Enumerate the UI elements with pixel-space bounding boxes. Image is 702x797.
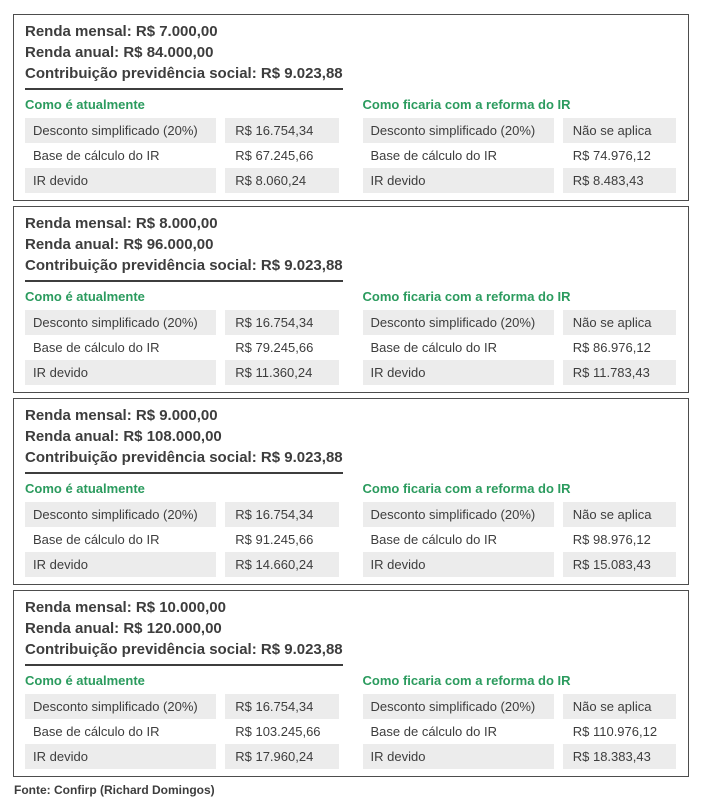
reform-rules-header: Como ficaria com a reforma do IR [362, 481, 571, 496]
reform-rules-column [363, 481, 677, 577]
row-value: R$ 79.245,66 [225, 335, 338, 360]
column-gutter [554, 552, 563, 577]
reform-rules-column [363, 673, 677, 769]
row-value: R$ 18.383,43 [563, 744, 676, 769]
table-row [25, 143, 339, 168]
row-value: R$ 8.060,24 [225, 168, 338, 193]
monthly-income-line: Renda mensal: R$ 7.000,00 [25, 23, 218, 40]
row-value: R$ 14.660,24 [225, 552, 338, 577]
row-label: Base de cálculo do IR [363, 527, 554, 552]
column-gutter [216, 143, 225, 168]
row-value: R$ 86.976,12 [563, 335, 676, 360]
row-value: R$ 103.245,66 [225, 719, 338, 744]
reform-rules-table [363, 118, 677, 193]
column-gutter [216, 502, 225, 527]
table-row [25, 335, 339, 360]
current-rules-header: Como é atualmente [25, 289, 145, 304]
social-security-line: Contribuição previdência social: R$ 9.023,88 [25, 63, 343, 90]
row-label: Desconto simplificado (20%) [25, 694, 216, 719]
social-security-line: Contribuição previdência social: R$ 9.023,88 [25, 447, 343, 474]
row-label: Desconto simplificado (20%) [25, 310, 216, 335]
column-gutter [554, 744, 563, 769]
table-row [363, 719, 677, 744]
row-label: IR devido [25, 552, 216, 577]
row-label: IR devido [363, 360, 554, 385]
social-security-line: Contribuição previdência social: R$ 9.023,88 [25, 255, 343, 282]
table-row [363, 118, 677, 143]
annual-income-line: Renda anual: R$ 108.000,00 [25, 428, 222, 445]
row-label: Base de cálculo do IR [25, 527, 216, 552]
column-gutter [554, 168, 563, 193]
current-rules-header: Como é atualmente [25, 97, 145, 112]
row-label: IR devido [25, 168, 216, 193]
column-gutter [216, 335, 225, 360]
row-label: IR devido [363, 552, 554, 577]
current-rules-table [25, 118, 339, 193]
column-gutter [554, 335, 563, 360]
row-value: R$ 16.754,34 [225, 694, 338, 719]
current-rules-column [25, 289, 339, 385]
current-rules-header: Como é atualmente [25, 673, 145, 688]
column-gutter [554, 143, 563, 168]
row-value: R$ 16.754,34 [225, 502, 338, 527]
tax-scenario-card-9000 [13, 398, 689, 585]
row-value: R$ 16.754,34 [225, 118, 338, 143]
column-gutter [216, 118, 225, 143]
table-row [363, 744, 677, 769]
tax-scenario-card-7000 [13, 14, 689, 201]
current-rules-header: Como é atualmente [25, 481, 145, 496]
social-security-line: Contribuição previdência social: R$ 9.023,88 [25, 639, 343, 666]
column-gutter [554, 694, 563, 719]
row-value: Não se aplica [563, 118, 676, 143]
table-row [25, 168, 339, 193]
row-label: Desconto simplificado (20%) [363, 694, 554, 719]
monthly-income-line: Renda mensal: R$ 8.000,00 [25, 215, 218, 232]
comparison-columns [25, 97, 676, 193]
table-row [363, 310, 677, 335]
column-gutter [554, 310, 563, 335]
annual-income-line: Renda anual: R$ 96.000,00 [25, 236, 214, 253]
column-gutter [554, 360, 563, 385]
row-value: R$ 110.976,12 [563, 719, 676, 744]
row-label: Desconto simplificado (20%) [363, 502, 554, 527]
tax-scenario-card-10000 [13, 590, 689, 777]
row-label: Base de cálculo do IR [363, 143, 554, 168]
table-row [363, 527, 677, 552]
column-gutter [216, 360, 225, 385]
row-label: IR devido [25, 360, 216, 385]
reform-rules-header: Como ficaria com a reforma do IR [362, 97, 571, 112]
table-row [25, 502, 339, 527]
table-row [25, 360, 339, 385]
row-label: Desconto simplificado (20%) [363, 310, 554, 335]
table-row [363, 552, 677, 577]
row-value: R$ 8.483,43 [563, 168, 676, 193]
column-gutter [554, 502, 563, 527]
row-value: R$ 11.360,24 [225, 360, 338, 385]
row-label: Base de cálculo do IR [25, 335, 216, 360]
table-row [363, 360, 677, 385]
table-row [363, 143, 677, 168]
reform-rules-column [363, 97, 677, 193]
row-value: R$ 91.245,66 [225, 527, 338, 552]
table-row [363, 502, 677, 527]
current-rules-table [25, 694, 339, 769]
table-row [25, 694, 339, 719]
row-label: Desconto simplificado (20%) [25, 502, 216, 527]
table-row [25, 744, 339, 769]
annual-income-line: Renda anual: R$ 84.000,00 [25, 44, 214, 61]
row-label: IR devido [25, 744, 216, 769]
row-value: R$ 11.783,43 [563, 360, 676, 385]
row-label: Base de cálculo do IR [25, 719, 216, 744]
annual-income-line: Renda anual: R$ 120.000,00 [25, 620, 222, 637]
comparison-columns [25, 481, 676, 577]
current-rules-column [25, 97, 339, 193]
comparison-columns [25, 289, 676, 385]
row-label: Base de cálculo do IR [25, 143, 216, 168]
current-rules-table [25, 502, 339, 577]
reform-rules-table [363, 502, 677, 577]
row-label: Desconto simplificado (20%) [363, 118, 554, 143]
row-value: R$ 15.083,43 [563, 552, 676, 577]
row-value: Não se aplica [563, 502, 676, 527]
row-value: R$ 16.754,34 [225, 310, 338, 335]
table-row [25, 719, 339, 744]
row-value: Não se aplica [563, 310, 676, 335]
row-value: R$ 17.960,24 [225, 744, 338, 769]
row-value: R$ 67.245,66 [225, 143, 338, 168]
reform-rules-header: Como ficaria com a reforma do IR [362, 289, 571, 304]
column-gutter [554, 719, 563, 744]
column-gutter [216, 719, 225, 744]
table-row [363, 694, 677, 719]
reform-rules-column [363, 289, 677, 385]
reform-rules-header: Como ficaria com a reforma do IR [362, 673, 571, 688]
row-label: IR devido [363, 744, 554, 769]
reform-rules-table [363, 694, 677, 769]
row-value: R$ 98.976,12 [563, 527, 676, 552]
column-gutter [216, 552, 225, 577]
reform-rules-table [363, 310, 677, 385]
table-row [25, 118, 339, 143]
column-gutter [216, 527, 225, 552]
row-label: Desconto simplificado (20%) [25, 118, 216, 143]
column-gutter [554, 527, 563, 552]
row-label: Base de cálculo do IR [363, 719, 554, 744]
current-rules-column [25, 673, 339, 769]
row-label: Base de cálculo do IR [363, 335, 554, 360]
comparison-columns [25, 673, 676, 769]
row-label: IR devido [363, 168, 554, 193]
source-credit: Fonte: Confirp (Richard Domingos) [14, 783, 215, 797]
column-gutter [216, 694, 225, 719]
monthly-income-line: Renda mensal: R$ 10.000,00 [25, 599, 226, 616]
column-gutter [216, 310, 225, 335]
current-rules-table [25, 310, 339, 385]
row-value: Não se aplica [563, 694, 676, 719]
table-row [25, 527, 339, 552]
tax-scenario-card-8000 [13, 206, 689, 393]
row-value: R$ 74.976,12 [563, 143, 676, 168]
table-row [25, 552, 339, 577]
table-row [363, 335, 677, 360]
table-row [363, 168, 677, 193]
monthly-income-line: Renda mensal: R$ 9.000,00 [25, 407, 218, 424]
current-rules-column [25, 481, 339, 577]
column-gutter [216, 744, 225, 769]
column-gutter [216, 168, 225, 193]
column-gutter [554, 118, 563, 143]
table-row [25, 310, 339, 335]
